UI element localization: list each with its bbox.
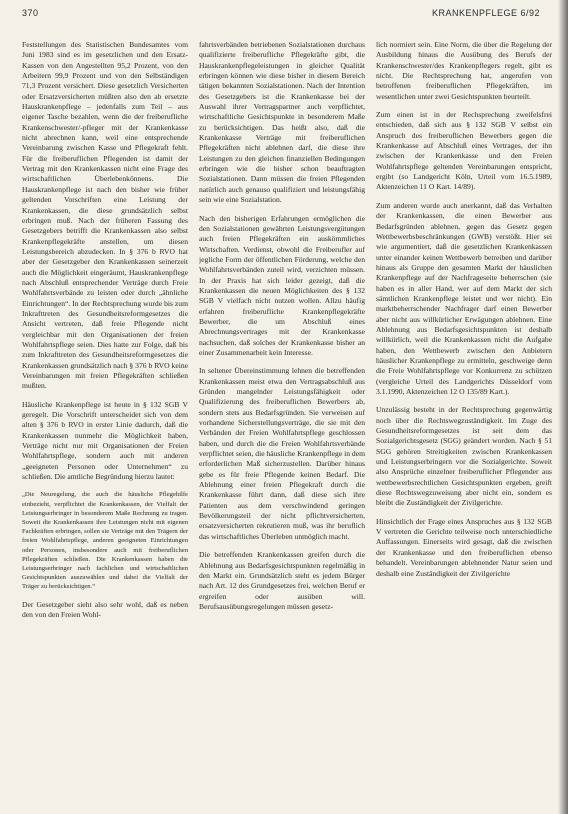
page-edge-shadow	[558, 0, 568, 814]
paragraph: Feststellungen des Statistischen Bundesamtes vom Juni 1983 sind es im gesetzlichen und den Ersatz-Kassen von den Angestellten 95,2 Prozent, von den Arbeitern 99,9 Prozent und von den Selbständigen 71,3 Prozent versichert. Diese gesetzlich Versicherten oder Ersatzversicherten müßten also den ab ersetzte Hauskrankenpflege – jedenfalls zum Teil – aus eigener Tasche bezahlen, wenn die der freiberufliche Krankenschwester/-pfleger mit der Krankenkasse nicht abrechnen kann, weil eine entsprechende Vereinbarung zwischen Kasse und Pflegekraft fehlt. Für die freiberuflichen Pflegenden ist damit der Vertrag mit den Krankenkassen nicht eine Frage des wirtschaftlichen Überlebenkönnens. Die Hauskrankenpflege ist nach den bisher wie früher geltenden Vorschriften eine Leistung der Krankenkassen, die diese grundsätzlich selbst erbringen muß. Nach der früheren Fassung des Gesetzgebers betrifft die Krankenkassen also selbst Krankenpflegekräfte anstellen, um diesen Leistungsbereich abzudecken. In § 376 b RVO hat aber der Gesetzgeber den Krankenkassen seinerzeit auch die Möglichkeit eingeräumt, Hauskrankenpflege nach Abschluß entsprechender Verträge durch Freie Wohlfahrtsverbände zu leisten oder durch „ähnliche Einrichtungen“. In der Rechtsprechung wurde bis zum Inkrafttreten des Gesundheitsreformgesetzes die Ansicht vertreten, daß freie Pflegende nicht vergleichbar mit den Organisationen der freien Wohlfahrtspflege seien. Dies hatte zur Folge, daß bis zum Inkrafttreten des Gesundheitsreformgesetzes die Krankenkassen grundsätzlich nach § 376 b RVO keine Vereinbarungen mit freien Pflegekräften schließen mußten.	[22, 40, 188, 391]
paragraph: lich normiert sein. Eine Norm, die über die Regelung der Ausbildung hinaus die Ausübung des Berufs der Krankenschwester/des Krankenpflegers regelt, gibt es nicht. Die Rechtsprechung hat, angerufen von betroffenen freiberuflichen Pflegekräften, im wesentlichen unter zwei Gesichtspunkten beurteilt.	[376, 40, 552, 101]
page-header	[22, 8, 560, 24]
paragraph: Zum anderen wurde auch anerkannt, daß das Verhalten der Krankenkassen, die einen Bewerber aus Bedarfsgründen ablehnen, gegen das Gesetz gegen Wettbewerbsbeschränkungen (GWB) verstößt. Hier sei wie argumentiert, daß die gesetzlichen Krankenkassen unter einander keinen Wettbewerb betreiben und darüber hinaus als Gruppe den gesamten Markt der häuslichen Krankenpflege auf der Nachfrageseite beherrschen (sie haben es in aller Hand, wer auf dem Markt der sich sämtlichen Krankenpflege leistet und wer nicht). Ein marktbeherrschender Nachfrager darf einen Bewerber aber nicht aus willkürlicher Erwägungen ablehnen. Eine Ablehnung aus Bedarfsgesichtspunkten ist deshalb willkürlich, weil die Krankenkassen nicht die Aufgabe haben, den Wettbewerb zwischen den Anbietern häuslicher Krankenpflege zu ermitteln, geschweige denn die Freie Wohlfahrtspflege vor Konkurrenz zu schützen (vergleiche Urteil des Landgerichts Düsseldorf vom 3.1.1990, Aktenzeichen 12 O 135/89 Kart.).	[376, 200, 552, 396]
paragraph: Die betreffenden Krankenkassen greifen durch die Ablehnung aus Bedarfsgesichtspunkten regelmäßig in den Markt ein. Grundsätzlich steht es jedem Bürger nach Art. 12 des Grundgesetzes frei, welchen Beruf er ergreifen oder ausüben will. Berufsausübungsregelungen müssen gesetz-	[199, 550, 365, 611]
paragraph: fahrtsverbänden betriebenen Sozialstationen durchaus qualifizierte freiberufliche Pflegekräfte gibt, die Hauskrankenpflegeleistungen in gleicher Qualität erbringen können wie diese bisher in diesem Bereich tätigen bekannten Sozialstationen. Nach der Intention des Gesetzgebers ist die Krankenkasse bei der Auswahl ihrer Vertragspartner auch verpflichtet, wirtschaftliche Gesichtspunkte in besonderem Maße zu berücksichtigen. Das heißt also, daß die Krankenkasse Verträge mit freiberuflichen Pflegekräften nicht ablehnen darf, die diese ihre Leistungen zu den gleichen finanziellen Bedingungen erbringen wie die bisher schon beauftragten Sozialstationen. Dann müssen die freien Pflegenden natürlich auch genauso qualifiziert und leistungsfähig sein wie eine Sozialstation.	[199, 40, 365, 205]
running-title: KRANKENPFLEGE 6/92	[431, 8, 540, 18]
paragraph: Der Gesetzgeber sieht also sehr wohl, daß es neben den von den Freien Wohl-	[22, 599, 188, 620]
paragraph: Zum einen ist in der Rechsprechung zweifelsfrei entschieden, daß sich aus § 132 SGB V selbst ein Anspruch des freiberuflichen Bewerbers gegen die Krankenkasse auf Abschluß eines Vertrages, der ihn zwischen der Krankenkasse und den Freien Wohlfahrtspflege geltenden Vereinbarungen entspricht, ergibt (so Landgericht Köln, Urteil vom 16.5.1989, Aktenzeichen 11 O Kart. 14/89).	[376, 110, 552, 192]
paragraph: Nach den bisherigen Erfahrungen ermöglichen die den Sozialstationen gewährten Leistungsvergütungen auch freien Pflegekräften ein auskömmliches Wirtschaften. Verdienst, obwohl die Freiberufler auf jegliche Form der öffentlichen Förderung, welche den Wohlfahrtsverbänden zuteil wird, verzichten müssen. In der Praxis hat sich leider gezeigt, daß die Krankenkassen die neuen Möglichkeiten des § 132 SGB V vielfach nicht nutzen wollen. Allzu häufig erfahren freiberufliche Krankenpflegekräfte Bewerber, die um Abschluß eines Abrechnungsvertrages mit der Krankenkasse nachsuchen, daß solches der Krankenkasse bisher an einer Zusammenarbeit kein Interesse.	[199, 213, 365, 357]
paragraph: Unzulässig besteht in der Rechtsprechung gegenwärtig noch über die Rechtswegzuständigkeit. Im Zuge des Gesundheitsreformgesetzes ist seit dem das Sozialgerichtsgesetz (SGG) geändert worden. Nach § 51 SGG gehören Streitigkeiten zwischen Krankenkassen und Leistungserbringern vor die Sozialgerichte. Soweit also Ansprüche einzelner freiberuflicher Pflegender aus wettbewerbsrechtlichen Gesichtspunkten ergeben, greift diese Rechtswegzuweisung aber nicht ein, sondern es bleibt die Zuständigkeit der Zivilgerichte.	[376, 405, 552, 508]
paragraph: In seltener Übereinstimmung lehnen die betreffenden Krankenkassen meist etwa den Vertragsabschluß aus Gründen mangelnder Leistungsfähigkeit oder Qualifizierung des freiberuflichen Bewerbers ab, sondern stets aus Bedarfsgründen. Sie verweisen auf vorhandene Sicherstellungsverträge, die sie mit den Verbänden der Freien Wohlfahrtspflege geschlossen haben, und durch die die Freien Wohlfahrtsverbände verpflichtet seien, die häusliche Krankenpflege in dem erforderlichen Maß sicherzustellen. Darüber hinaus gebe es für freie Pflegende keinen Bedarf. Die Ablehnung einer freien Pflegekraft durch die Krankenkasse führt dann, daß diese sich ihre Patienten aus dem verschwindend geringen Bevölkerungsteil der nicht pflichtversicherten, ersatzversicherten rekrutieren muß, was ihr beruflich das wirtschaftliches Überleben unmöglich macht.	[199, 366, 365, 541]
page-number: 370	[22, 8, 39, 18]
text-column-3	[376, 40, 552, 810]
text-column-2	[199, 40, 365, 810]
text-column-1	[22, 40, 188, 810]
paragraph: Hinsichtlich der Frage eines Anspruches aus § 132 SGB V vertreten die Gerichte teilweise noch unterschiedliche Auffassungen. Einerseits wird gesagt, daß die zwischen der Krankenkasse und den freiberuflichen ebenso behandelt. Vereinbarungen ablehnender Natur seien und deshalb eine Zuständigkeit der Zivilgerichte	[376, 516, 552, 578]
paragraph: Häusliche Krankenpflege ist heute in § 132 SGB V geregelt. Die Vorschrift unterscheidet sich von dem alten § 376 b RVO in erster Linie dadurch, daß die Krankenkassen nunmehr die Möglichkeit haben, Verträge nicht nur mit Organisationen der Freien Wohlfahrtspflege, sondern auch mit anderen „geeigneten Personen oder Unternehmen“ zu schließen. Die amtliche Begründung hierzu lautet:	[22, 399, 188, 482]
block-quote: „Die Neuregelung, die auch die häusliche Pflegehilfe einbezieht, verpflichtet die Krankenkassen, der Vielfalt der Leistungserbringer in besonderem Maße Rechnung zu tragen. Soweit die Krankenkassen ihre Leistungen nicht mit eigenen Fachkräften erbringen, sollen sie Verträge mit den Trägern der freien Wohlfahrtspflege, anderen geeigneten Einrichtungen oder Personen, insbesondere auch mit freiberuflichen Pflegekräften schließen. Die Krankenkassen haben die Leistungserbringer nach fachlichen und wirtschaftlichen Gesichtspunkten auszuwählen und dabei die Vielfalt der Träger zu berücksichtigen.“	[22, 491, 188, 591]
